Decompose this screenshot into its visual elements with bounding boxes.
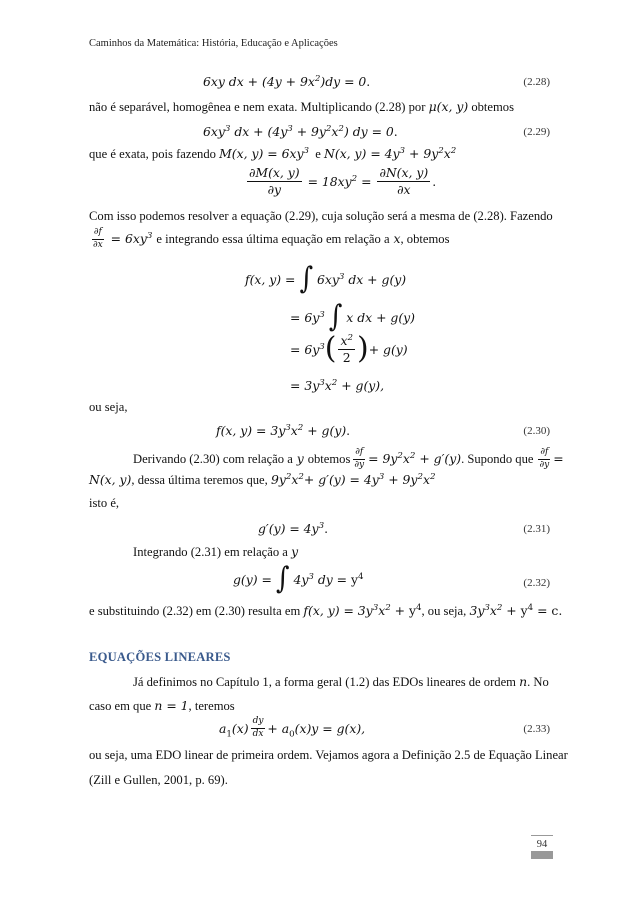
paragraph-line <box>89 101 514 114</box>
paragraph-line <box>133 676 549 689</box>
equation-number: (2.29) <box>523 126 550 138</box>
paragraph-line <box>89 145 457 161</box>
math-inline: n <box>519 674 528 689</box>
paragraph-line: (Zill e Gullen, 2001, p. 69). <box>89 773 228 787</box>
derivation-line-2: = $6y^3$ ∫ x dx + g(y) <box>290 299 415 335</box>
text-fragment: Integrando (2.31) em relação a <box>133 545 288 559</box>
text-fragment: que é exata, pois fazendo <box>89 147 216 161</box>
paragraph-line: ou seja, <box>89 400 128 414</box>
paragraph-line <box>89 700 235 713</box>
paragraph-line <box>89 228 449 251</box>
paragraph-line <box>133 448 564 471</box>
equation-number: (2.31) <box>523 523 550 535</box>
math-inline: x <box>389 231 401 247</box>
text-fragment: e substituindo (2.32) em (2.30) resulta em <box>89 604 301 618</box>
equation-2-28: 6xy dx + $(4y + 9x^2)dy = 0$. <box>203 73 371 89</box>
page-number-rule <box>531 835 553 836</box>
text-fragment: . No <box>527 675 549 689</box>
text-fragment: Já definimos no Capítulo 1, a forma geral (1.2) das EDOs lineares de ordem <box>133 675 516 689</box>
page-number: 94 <box>536 839 548 850</box>
text-fragment: obtemos <box>307 452 351 467</box>
equation-number: (2.30) <box>523 425 550 437</box>
equation-number: (2.32) <box>523 577 550 589</box>
text-fragment: obtemos <box>471 100 515 114</box>
paragraph-line: ou seja, uma EDO linear de primeira ordem. Vejamos agora a Definição 2.5 de Equação Linear <box>89 748 568 762</box>
math-inline: $\frac{\partial f}{\partial y}$ <box>354 447 365 470</box>
math-inline: M(x, $y) = 6xy^3$ <box>219 145 309 161</box>
partial-derivative-equation: $\frac{\partial M(x, y)}{\partial y}$ = $18xy^2$ = $\frac{\partial N(x, y)}{\partial x}$ . <box>249 165 437 197</box>
paragraph-line <box>89 602 563 618</box>
text-fragment: , dessa última teremos que, <box>131 473 268 487</box>
math-inline: f(x, $y) = 3y^3x^2 + y^4$ <box>303 602 422 618</box>
math-inline: N(x, y) <box>89 472 132 487</box>
text-fragment: caso em que <box>89 699 152 713</box>
equation-2-33: $a_1(x)$ $\frac{dy}{dx}$ + $a_0(x)y = g(x)$, <box>219 716 366 740</box>
derivation-line-3: = $6y^3$ ( $\frac{x^2}{2}$ ) + g(y) <box>290 331 408 367</box>
text-fragment: , teremos <box>188 699 235 713</box>
equation-number: (2.28) <box>523 76 550 88</box>
derivation-line-4: = $3y^3x^2 + g(y)$, <box>290 377 385 393</box>
paragraph-line <box>133 546 298 559</box>
math-inline: N(x, $y) = 4y^3 + 9y^2x^2$ <box>324 145 457 161</box>
section-heading: EQUAÇÕES LINEARES <box>89 650 231 664</box>
equation-2-31: $g'(y) = 4y^3$. <box>258 520 329 536</box>
math-inline: = <box>553 451 564 467</box>
math-inline: = $9y^2x^2 + g'(y)$ <box>368 451 462 467</box>
text-fragment: e integrando essa última equação em relação a <box>156 232 390 247</box>
text-fragment: , ou seja, <box>421 604 467 618</box>
running-header: Caminhos da Matemática: História, Educação e Aplicações <box>89 38 338 49</box>
math-inline: $3y^3x^2 + y^4 = c$. <box>469 602 563 618</box>
equation-2-30: f(x, $y) = 3y^3x^2 + g(y)$. <box>216 422 351 438</box>
page-number-bar <box>531 851 553 859</box>
text-fragment: não é separável, homogênea e nem exata. Multiplicando (2.28) por <box>89 100 426 114</box>
text-fragment: e <box>315 147 321 161</box>
math-inline: $9y^2x^2+ g'(y) = 4y^3 + 9y^2x^2$ <box>270 471 436 487</box>
paragraph-line <box>89 471 436 487</box>
paragraph-line: Com isso podemos resolver a equação (2.29), cuja solução será a mesma de (2.28). Fazendo <box>89 209 553 223</box>
math-inline: $\frac{\partial f}{\partial x}$ <box>93 227 103 250</box>
equation-number: (2.33) <box>523 723 550 735</box>
text-fragment: Derivando (2.30) com relação a <box>133 452 293 467</box>
math-inline: y <box>291 544 299 559</box>
equation-2-29: $6xy^3$ dx + $(4y^3 + 9y^2x^2)$ dy = 0. <box>203 123 398 139</box>
text-fragment: . Supondo que <box>461 452 534 467</box>
math-inline: = $6xy^3$ <box>106 231 153 247</box>
derivation-line-1: f(x, y) = ∫ $6xy^3$ dx + g(y) <box>245 261 407 297</box>
equation-2-32: g(y) = ∫ $4y^3$ dy = $y^4$ <box>233 561 364 597</box>
math-inline: y <box>292 451 308 467</box>
math-inline: n = 1 <box>154 698 189 713</box>
text-fragment: , obtemos <box>400 232 450 247</box>
paragraph-line: isto é, <box>89 496 120 510</box>
math-inline: $\frac{\partial f}{\partial y}$ <box>539 447 550 470</box>
math-inline: μ(x, y) <box>428 99 469 114</box>
